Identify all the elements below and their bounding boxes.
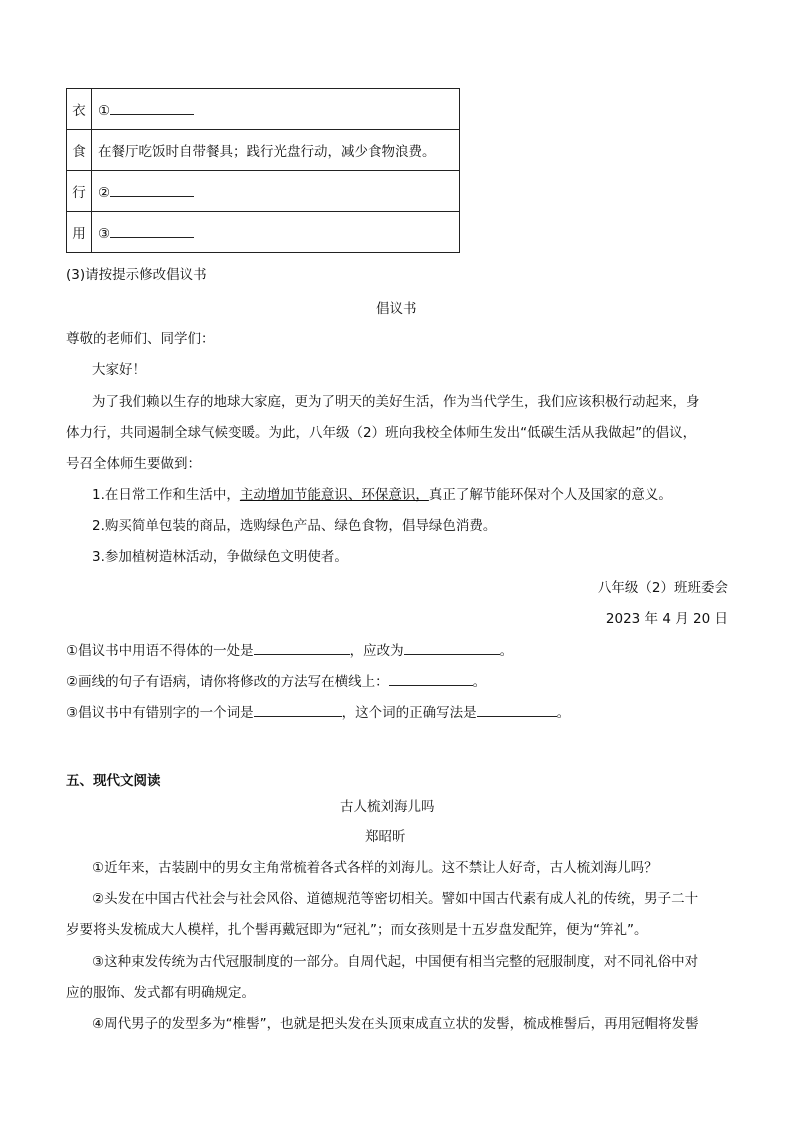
proposal-paragraph-line: 体力行，共同遏制全球气候变暖。为此，八年级（2）班向我校全体师生发出“低碳生活从我做起”的倡议， [66,425,697,441]
underlined-sentence: 主动增加节能意识、环保意识， [239,487,429,503]
answer-blank[interactable] [110,223,194,238]
proposal-date: 2023 年 4 月 20 日 [605,611,728,627]
row-key: 用 [67,212,92,253]
article-paragraph-line: 应的服饰、发式都有明确规定。 [66,985,255,1001]
row-value-text: ① [98,102,111,119]
sub-question-2 [66,670,486,690]
section-5-heading: 五、现代文阅读 [66,773,161,789]
row-value: 在餐厅吃饭时自带餐具；践行光盘行动，减少食物浪费。 [92,130,460,171]
proposal-item-3: 3.参加植树造林活动，争做绿色文明使者。 [92,549,348,565]
row-key: 衣 [67,89,92,130]
item-text: 1.在日常工作和生活中， [92,487,240,503]
proposal-paragraph-line: 号召全体师生要做到： [66,456,201,472]
answer-blank[interactable] [254,702,342,717]
row-value [92,171,460,212]
answer-blank[interactable] [404,640,500,655]
answer-blank[interactable] [110,182,194,197]
row-value [92,89,460,130]
answer-blank[interactable] [389,671,473,686]
suggestion-table [66,88,460,253]
article-paragraph-line: 岁要将头发梳成大人模样，扎个髻再戴冠即为“冠礼”；而女孩则是十五岁盘发配笄，便为“笄礼”。 [66,922,648,938]
table-row [67,171,460,212]
question-text: ，这个词的正确写法是 [341,705,477,721]
article-author: 郑昭昕 [365,829,406,845]
question-text: 。 [499,643,514,659]
item-text: 真正了解节能环保对个人及国家的意义。 [428,487,672,503]
question-text: ③倡议书中有错别字的一个词是 [66,705,254,721]
article-paragraph-line: ②头发在中国古代社会与社会风俗、道德规范等密切相关。譬如中国古代素有成人礼的传统，男子二十 [92,891,699,907]
row-value-text: ③ [98,225,111,242]
row-value-text: ② [98,184,111,201]
answer-blank[interactable] [110,100,194,115]
question-text: ②画线的句子有语病，请你将修改的方法写在横线上： [66,674,389,690]
question-text: ，应改为 [349,643,404,659]
proposal-item-1 [92,483,672,503]
article-paragraph-line: ④周代男子的发型多为“椎髻”，也就是把头发在头顶束成直立状的发髻，梳成椎髻后，再用冠帽将发髻 [92,1016,699,1032]
article-paragraph-line: ①近年来，古装剧中的男女主角常梳着各式各样的刘海儿。这不禁让人好奇，古人梳刘海儿吗？ [92,860,658,876]
question-text: 。 [556,705,571,721]
article-title: 古人梳刘海儿吗 [340,799,435,815]
proposal-title: 倡议书 [376,301,417,317]
article-paragraph-line: ③这种束发传统为古代冠服制度的一部分。自周代起，中国便有相当完整的冠服制度，对不同礼俗中对 [92,954,699,970]
table-row [67,89,460,130]
proposal-salutation: 尊敬的老师们、同学们： [66,331,215,347]
row-key: 食 [67,130,92,171]
proposal-signature: 八年级（2）班班委会 [597,580,728,596]
proposal-item-2: 2.购买简单包装的商品，选购绿色产品、绿色食物，倡导绿色消费。 [92,518,497,534]
table-row [67,130,460,171]
answer-blank[interactable] [254,640,350,655]
sub-question-1 [66,639,513,659]
row-key: 行 [67,171,92,212]
question-text: ①倡议书中用语不得体的一处是 [66,643,254,659]
sub-question-3 [66,701,570,721]
question-text: 。 [472,674,487,690]
question-3-heading: (3)请按提示修改倡议书 [66,267,207,283]
proposal-greeting: 大家好！ [92,362,146,378]
row-value [92,212,460,253]
answer-blank[interactable] [477,702,557,717]
table-row [67,212,460,253]
proposal-paragraph-line: 为了我们赖以生存的地球大家庭，更为了明天的美好生活，作为当代学生，我们应该积极行动起来，身 [92,394,700,410]
